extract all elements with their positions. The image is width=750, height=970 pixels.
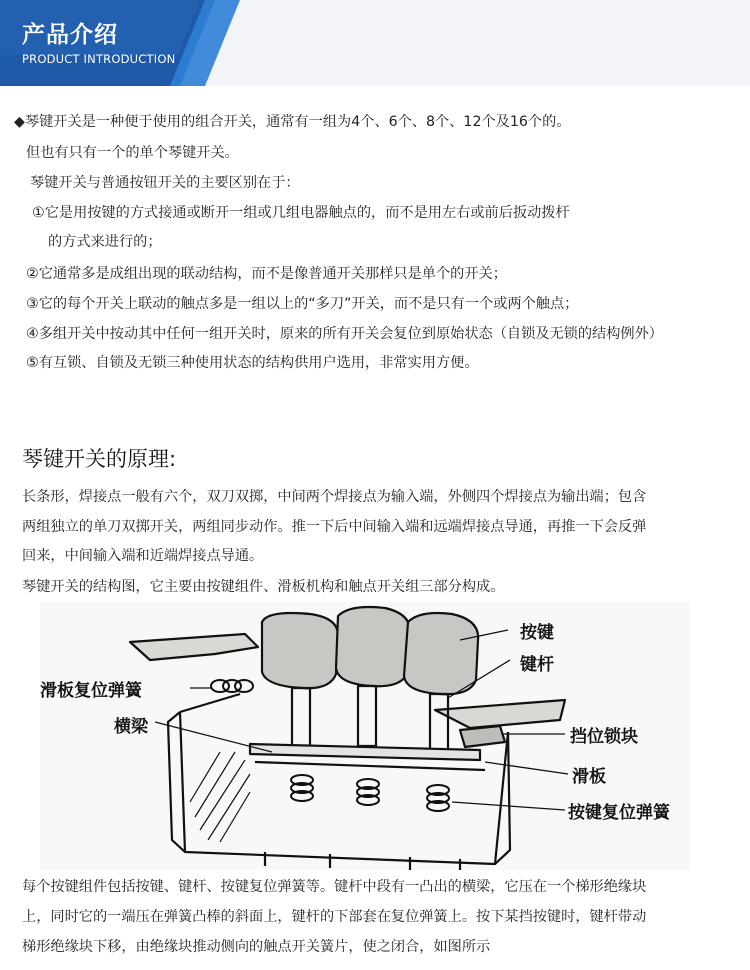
intro-line: 但也有只有一个的单个琴键开关。 (26, 145, 239, 161)
bottom-paragraph-line: 梯形绝缘块下移，由绝缘块推动侧向的触点开关簧片，使之闭合，如图所示 (22, 939, 491, 955)
intro-line: ◆琴键开关是一种便于使用的组合开关，通常有一组为4个、6个、8个、12个及16个的。 (14, 114, 571, 130)
intro-line: ⑤有互锁、自锁及无锁三种使用状态的结构供用户选用，非常实用方便。 (26, 355, 479, 371)
header-subtitle: PRODUCT INTRODUCTION (22, 52, 176, 66)
principle-paragraph-line: 长条形，焊接点一般有六个，双刀双掷，中间两个焊接点为输入端，外侧四个焊接点为输出端；包含 (22, 489, 647, 505)
intro-line: ②它通常多是成组出现的联动结构，而不是像普通开关那样只是单个的开关； (26, 266, 507, 282)
intro-line: ③它的每个开关上联动的触点多是一组以上的“多刀”开关，而不是只有一个或两个触点； (26, 296, 579, 312)
intro-line: ④多组开关中按动其中任何一组开关时，原来的所有开关会复位到原始状态（自锁及无锁的结构例外） (26, 326, 663, 342)
header-title: 产品介绍 (22, 22, 118, 48)
structure-diagram (40, 602, 690, 870)
label-stop-lock-block: 挡位锁块 (570, 727, 638, 747)
principle-paragraph-line: 两组独立的单刀双掷开关，两组同步动作。推一下后中间输入端和远端焊接点导通，再推一下会反弹 (22, 519, 647, 535)
principle-heading: 琴键开关的原理: (22, 447, 177, 471)
label-beam: 横梁 (114, 717, 148, 737)
label-key: 按键 (520, 623, 554, 643)
label-slide-return-spring: 滑板复位弹簧 (40, 681, 142, 701)
structure-caption: 琴键开关的结构图，它主要由按键组件、滑板机构和触点开关组三部分构成。 (22, 579, 505, 595)
header-banner (0, 0, 750, 86)
bottom-paragraph-line: 每个按键组件包括按键、键杆、按键复位弹簧等。键杆中段有一凸出的横梁，它压在一个梯形绝缘块 (22, 879, 647, 895)
intro-line: 琴键开关与普通按钮开关的主要区别在于： (30, 175, 300, 191)
intro-line: ①它是用按键的方式接通或断开一组或几组电器触点的，而不是用左右或前后扳动拨杆 (32, 205, 570, 221)
intro-line: 的方式来进行的； (48, 234, 162, 250)
label-key-return-spring: 按键复位弹簧 (568, 803, 670, 823)
bottom-paragraph-line: 上，同时它的一端压在弹簧凸棒的斜面上，键杆的下部套在复位弹簧上。按下某挡按键时，键杆带动 (22, 909, 647, 925)
principle-paragraph-line: 回来，中间输入端和近端焊接点导通。 (22, 548, 264, 564)
label-slide-plate: 滑板 (572, 767, 606, 787)
label-key-rod: 键杆 (520, 655, 554, 675)
